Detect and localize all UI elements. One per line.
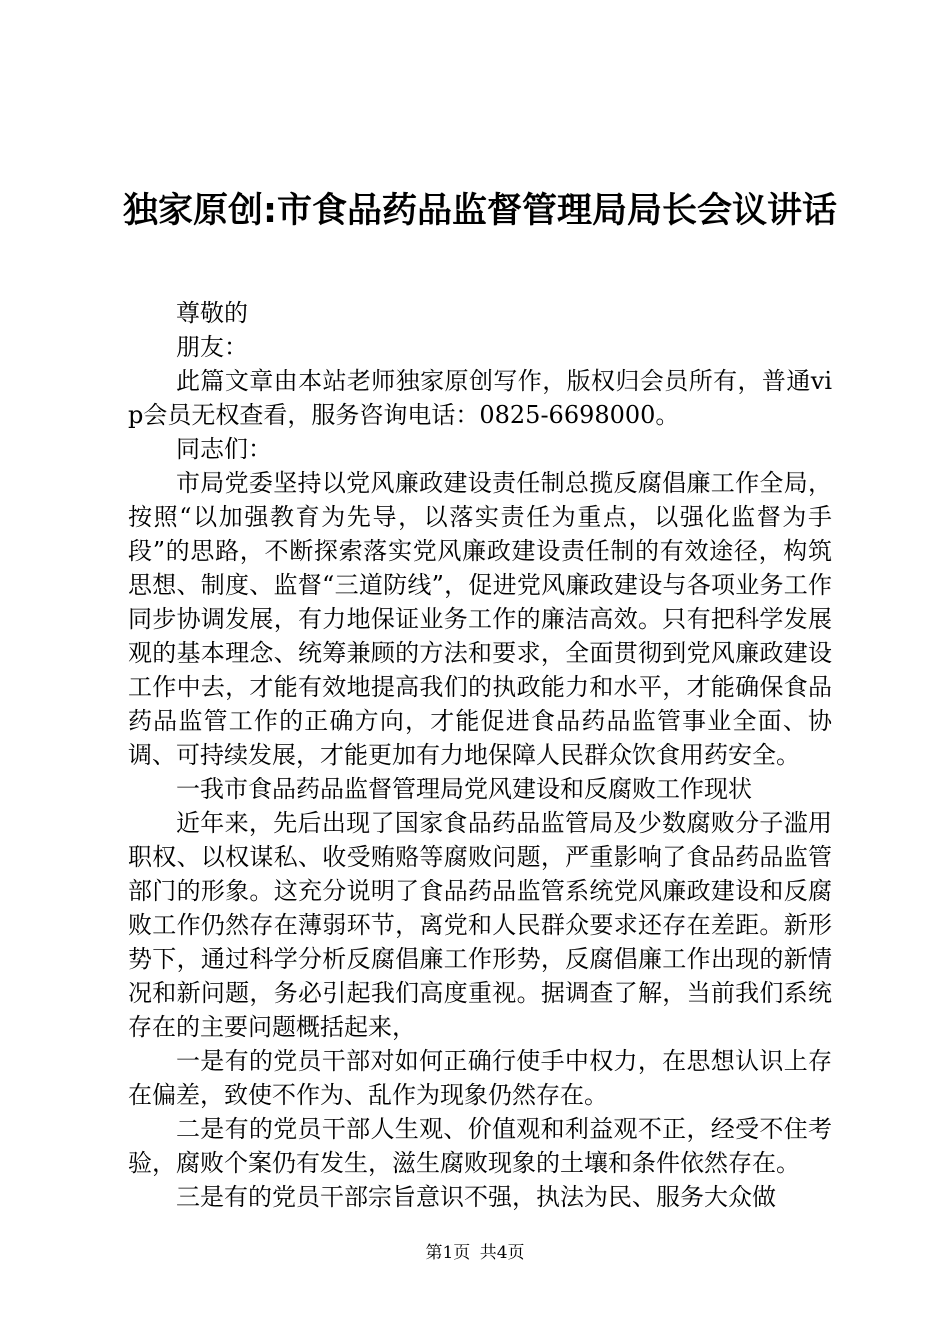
document-body	[128, 296, 832, 1214]
paragraph: 市局党委坚持以党风廉政建设责任制总揽反腐倡廉工作全局，按照“以加强教育为先导，以落实责任为重点，以强化监督为手段”的思路，不断探索落实党风廉政建设责任制的有效途径，构筑思想、制度、监督“三道防线”，促进党风廉政建设与各项业务工作同步协调发展，有力地保证业务工作的廉洁高效。只有把科学发展观的基本理念、统筹兼顾的方法和要求，全面贯彻到党风廉政建设工作中去，才能有效地提高我们的执政能力和水平，才能确保食品药品监管工作的正确方向，才能促进食品药品监管事业全面、协调、可持续发展，才能更加有力地保障人民群众饮食用药安全。	[128, 469, 832, 769]
paragraph: 同志们：	[176, 435, 272, 463]
page-number: 第1页	[425, 1243, 471, 1263]
document-title: 独家原创:市食品药品监督管理局局长会议讲话	[123, 191, 837, 231]
paragraph: 此篇文章由本站老师独家原创写作，版权归会员所有，普通vip会员无权查看，服务咨询电话：0825-6698000。	[128, 367, 832, 429]
section-heading: 一我市食品药品监督管理局党风建设和反腐败工作现状	[176, 775, 752, 803]
paragraph: 尊敬的	[176, 299, 248, 327]
paragraph: 三是有的党员干部宗旨意识不强，执法为民、服务大众做	[176, 1183, 776, 1211]
page-total: 共4页	[479, 1243, 525, 1263]
paragraph: 朋友：	[176, 333, 248, 361]
page-footer	[0, 1241, 950, 1265]
paragraph: 一是有的党员干部对如何正确行使手中权力，在思想认识上存在偏差，致使不作为、乱作为现象仍然存在。	[128, 1047, 832, 1109]
paragraph: 二是有的党员干部人生观、价值观和利益观不正，经受不住考验，腐败个案仍有发生，滋生腐败现象的土壤和条件依然存在。	[128, 1115, 832, 1177]
paragraph: 近年来，先后出现了国家食品药品监管局及少数腐败分子滥用职权、以权谋私、收受贿赂等腐败问题，严重影响了食品药品监管部门的形象。这充分说明了食品药品监管系统党风廉政建设和反腐败工作仍然存在薄弱环节，离党和人民群众要求还存在差距。新形势下，通过科学分析反腐倡廉工作形势，反腐倡廉工作出现的新情况和新问题，务必引起我们高度重视。据调查了解，当前我们系统存在的主要问题概括起来，	[128, 809, 832, 1041]
